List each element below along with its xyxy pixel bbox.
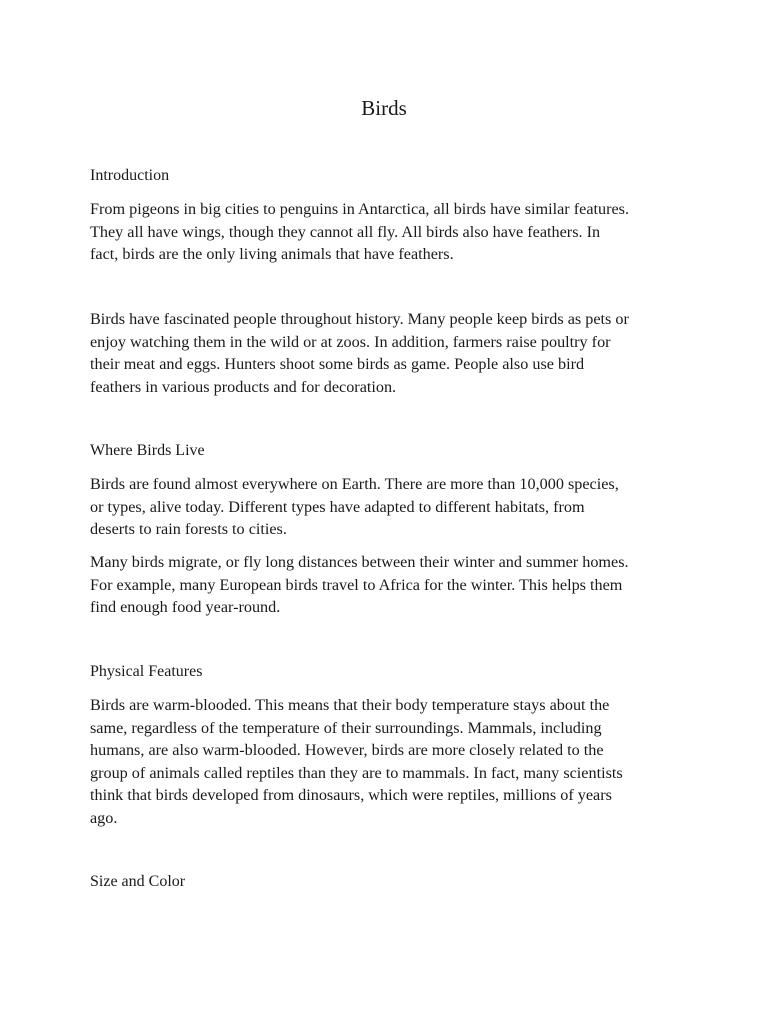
text-line: deserts to rain forests to cities. bbox=[90, 520, 287, 538]
text-line: Birds have fascinated people throughout history. Many people keep birds as pets or bbox=[90, 310, 629, 328]
text-line: same, regardless of the temperature of their surroundings. Mammals, including bbox=[90, 718, 602, 737]
section-heading-size-and-color: Size and Color bbox=[90, 873, 186, 890]
section-heading-introduction: Introduction bbox=[90, 167, 170, 184]
text-line: group of animals called reptiles than they are to mammals. In fact, many scientists bbox=[90, 763, 623, 782]
text-line: For example, many European birds travel to Africa for the winter. This helps them bbox=[90, 575, 623, 594]
section-heading-where-birds-live: Where Birds Live bbox=[90, 442, 205, 459]
text-line: humans, are also warm-blooded. However, birds are more closely related to the bbox=[90, 741, 604, 759]
features-paragraph-1 bbox=[90, 694, 688, 829]
text-line: feathers in various products and for decoration. bbox=[90, 377, 397, 396]
text-line: fact, birds are the only living animals that have feathers. bbox=[90, 245, 454, 263]
habitat-paragraph-2 bbox=[90, 551, 688, 619]
text-line: From pigeons in big cities to penguins in Antarctica, all birds have similar features. bbox=[90, 200, 630, 218]
text-line: find enough food year-round. bbox=[90, 598, 281, 616]
text-line: Birds are found almost everywhere on Earth. There are more than 10,000 species, bbox=[90, 475, 619, 493]
text-line: or types, alive today. Different types have adapted to different habitats, from bbox=[90, 497, 585, 516]
intro-paragraph-1 bbox=[90, 198, 688, 266]
text-line: enjoy watching them in the wild or at zoos. In addition, farmers raise poultry for bbox=[90, 332, 611, 351]
text-line: their meat and eggs. Hunters shoot some birds as game. People also use bird bbox=[90, 355, 585, 373]
intro-paragraph-2 bbox=[90, 308, 688, 398]
document-title: Birds bbox=[361, 96, 407, 120]
text-line: think that birds developed from dinosaurs, which were reptiles, millions of years bbox=[90, 786, 612, 804]
text-line: Birds are warm-blooded. This means that their body temperature stays about the bbox=[90, 696, 610, 714]
text-line: ago. bbox=[90, 808, 118, 827]
section-heading-physical-features: Physical Features bbox=[90, 663, 203, 680]
habitat-paragraph-1 bbox=[90, 473, 688, 541]
text-line: They all have wings, though they cannot all fly. All birds also have feathers. In bbox=[90, 222, 601, 241]
text-line: Many birds migrate, or fly long distances between their winter and summer homes. bbox=[90, 553, 629, 571]
